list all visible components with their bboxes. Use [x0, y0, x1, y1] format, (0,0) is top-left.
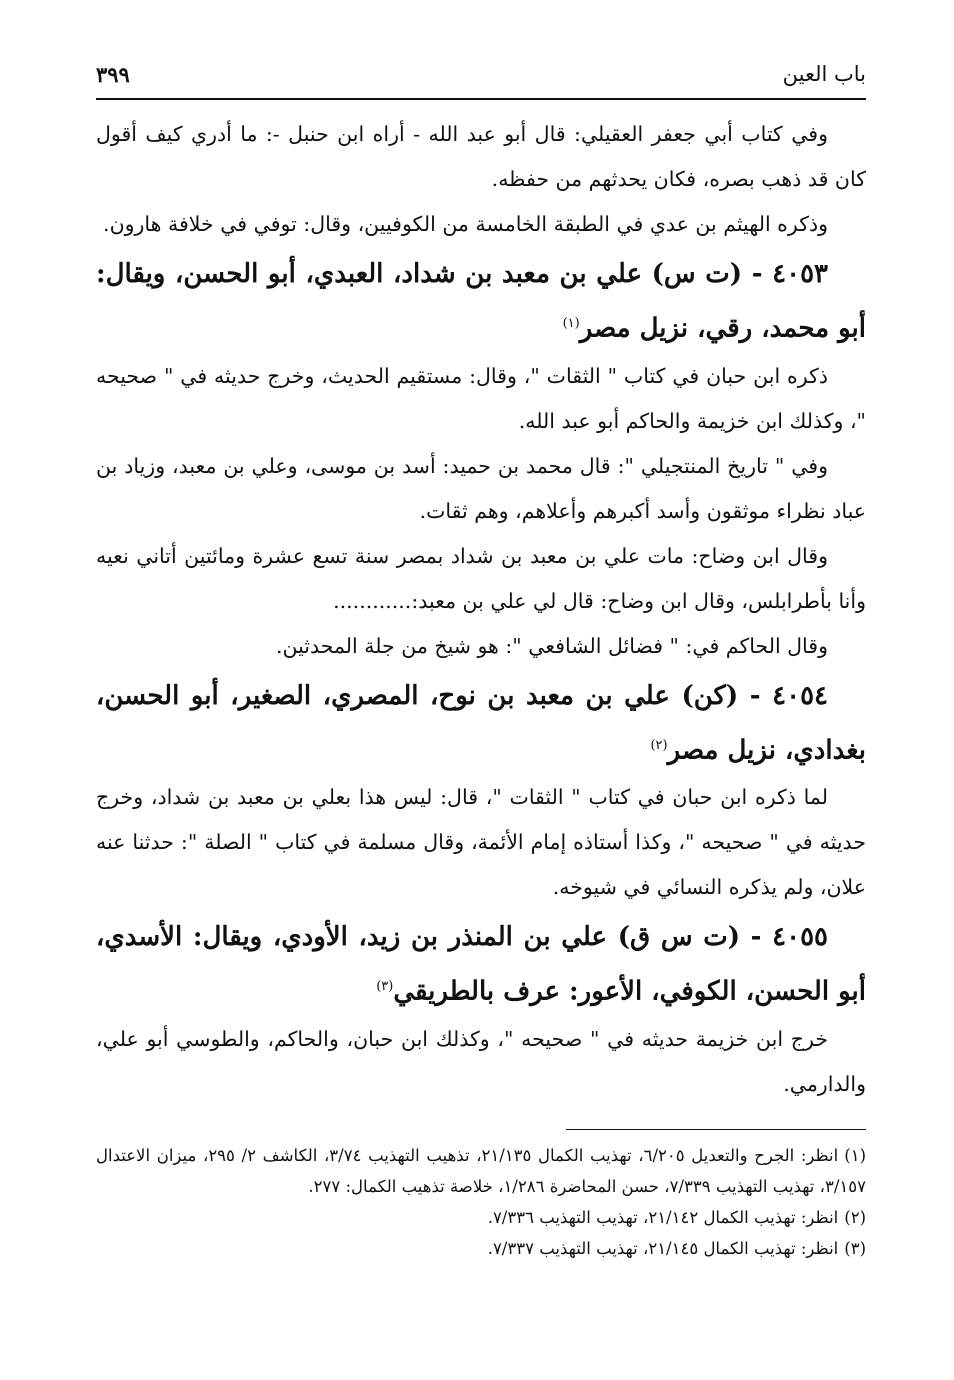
footnote-divider: [566, 1129, 866, 1131]
footnote-text: انظر: الجرح والتعديل ٦/٢٠٥، تهذيب الكمال ٢١/١٣٥، تذهيب التهذيب ٣/٧٤، الكاشف ٢/ ٢٩٥، ميزان الاعتدال ٣/١٥٧، تهذيب التهذيب ٧/٣٣٩، حسن المحاضرة ١/٢٨٦، خلاصة تذهيب الكمال: ٢٧٧.: [96, 1146, 866, 1197]
page-number: ٣٩٩: [96, 62, 130, 87]
paragraph: لما ذكره ابن حبان في كتاب " الثقات "، قال: ليس هذا بعلي بن معبد بن شداد، وخرج حديثه في " صحيحه "، وكذا أستاذه إمام الأئمة، وقال مسلمة في كتاب " الصلة ": حدثنا عنه علان، ولم يذكره النسائي في شيوخه.: [96, 785, 866, 900]
paragraph: وقال الحاكم في: " فضائل الشافعي ": هو شيخ من جلة المحدثين.: [275, 633, 828, 658]
footnote-ref: (١): [562, 316, 580, 331]
paragraph: وذكره الهيثم بن عدي في الطبقة الخامسة من الكوفيين، وقال: توفي في خلافة هارون.: [103, 212, 828, 236]
paragraph: وفي كتاب أبي جعفر العقيلي: قال أبو عبد الله - أراه ابن حنبل -: ما أدري كيف أقول كان قد ذهب بصره، فكان يحدثهم من حفظه.: [96, 122, 866, 191]
paragraph: خرج ابن خزيمة حديثه في " صحيحه "، وكذلك ابن حبان، والحاكم، والطوسي أبو علي، والدارمي.: [96, 1026, 866, 1096]
footnote-number: (١): [844, 1146, 866, 1166]
chapter-title: باب العين: [782, 62, 866, 86]
entry-heading-text: ٤٠٥٤ - (كن) علي بن معبد بن نوح، المصري، الصغير، أبو الحسن، بغدادي، نزيل مصر: [96, 680, 866, 766]
header-divider: [96, 98, 866, 100]
entry-heading-text: ٤٠٥٥ - (ت س ق) علي بن المنذر بن زيد، الأودي، ويقال: الأسدي، أبو الحسن، الكوفي، الأعور: عرف بالطريقي: [96, 922, 866, 1007]
paragraph: وفي " تاريخ المنتجيلي ": قال محمد بن حميد: أسد بن موسى، وعلي بن معبد، وزياد بن عباد نظراء موثقون وأسد أكبرهم وأعلاهم، وهم ثقات.: [96, 453, 866, 523]
footnote: [96, 1140, 866, 1202]
entry-heading-4053: [96, 249, 866, 354]
entry-heading-4055: [96, 912, 866, 1017]
paragraph: ذكره ابن حبان في كتاب " الثقات "، وقال: مستقيم الحديث، وخرج حديثه في " صحيحه "، وكذلك ابن خزيمة والحاكم أبو عبد الله.: [96, 363, 866, 433]
footnote-text: انظر: تهذيب الكمال ٢١/١٤٢، تهذيب التهذيب ٧/٣٣٦.: [487, 1208, 839, 1228]
footnote: [96, 1202, 866, 1233]
footnote-number: (٣): [844, 1239, 866, 1259]
footnote-ref: (٢): [650, 737, 668, 753]
footnote: [96, 1233, 866, 1264]
entry-heading-text: ٤٠٥٣ - (ت س) علي بن معبد بن شداد، العبدي، أبو الحسن، ويقال: أبو محمد، رقي، نزيل مصر: [96, 259, 866, 344]
footnote-text: انظر: تهذيب الكمال ٢١/١٤٥، تهذيب التهذيب ٧/٣٣٧.: [487, 1239, 839, 1259]
footnote-ref: (٣): [376, 979, 394, 995]
page-header: [96, 56, 866, 96]
paragraph: وقال ابن وضاح: مات علي بن معبد بن شداد بمصر سنة تسع عشرة ومائتين أتاني نعيه وأنا بأطرابلس، وقال ابن وضاح: قال لي علي بن معبد:............: [96, 543, 866, 613]
footnote-number: (٢): [844, 1208, 866, 1228]
entry-heading-4054: [96, 671, 866, 776]
page: [96, 56, 866, 1264]
